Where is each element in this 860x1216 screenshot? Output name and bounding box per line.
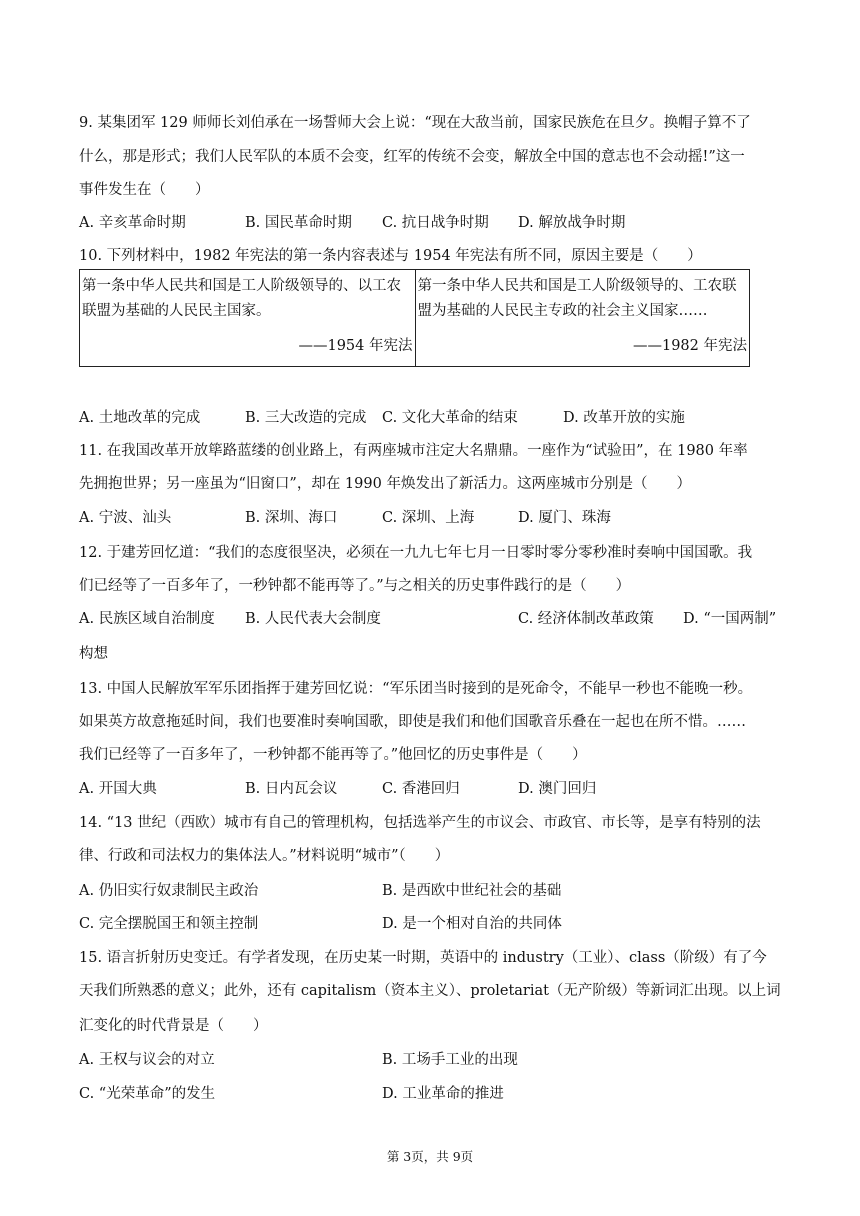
option-a: A. 开国大典 <box>79 781 157 797</box>
question-text: 10. 下列材料中，1982 年宪法的第一条内容表述与 1954 年宪法有所不同，原因主要是（ ） <box>79 248 702 264</box>
option-c: C. 经济体制改革政策 <box>518 611 654 627</box>
option-d: D. 是一个相对自治的共同体 <box>382 916 562 932</box>
cell-source: ——1982 年宪法 <box>632 338 747 354</box>
option-d: D. “一国两制” <box>683 611 777 627</box>
question-text: 先拥抱世界；另一座虽为“旧窗口”，却在 1990 年焕发出了新活力。这两座城市分别是（ ） <box>79 476 691 492</box>
cell-text: 盟为基础的人民民主专政的社会主义国家…… <box>417 303 708 319</box>
question-text: 汇变化的时代背景是（ ） <box>79 1018 268 1034</box>
option-c: C. 深圳、上海 <box>382 510 475 526</box>
option-a: A. 辛亥革命时期 <box>79 215 186 231</box>
cell-text: 第一条中华人民共和国是工人阶级领导的、工农联 <box>417 278 737 294</box>
page-footer: 第 3页，共 9页 <box>386 1149 474 1164</box>
question-text: 如果英方故意拖延时间，我们也要准时奏响国歌，即使是我们和他们国歌音乐叠在一起也在所不惜。…… <box>79 714 746 730</box>
question-text: 什么，那是形式；我们人民军队的本质不会变，红军的传统不会变，解放全中国的意志也不会动摇!”这一 <box>79 149 745 165</box>
cell-text: 联盟为基础的人民民主国家。 <box>82 303 271 319</box>
option-d: D. 改革开放的实施 <box>563 410 685 426</box>
option-d-wrap: 构想 <box>79 646 108 662</box>
option-b: B. 是西欧中世纪社会的基础 <box>382 883 562 899</box>
question-text: 15. 语言折射历史变迁。有学者发现，在历史某一时期，英语中的 industry（工业）、class（阶级）有了今 <box>79 950 767 966</box>
table-cell-1982 <box>415 270 750 366</box>
option-a: A. 民族区域自治制度 <box>79 611 215 627</box>
constitution-comparison-table <box>79 269 750 367</box>
option-a: A. 宁波、汕头 <box>79 510 172 526</box>
question-text: 律、行政和司法权力的集体法人。”材料说明“城市”（ ） <box>79 848 450 864</box>
question-text: 天我们所熟悉的意义；此外，还有 capitalism（资本主义）、proletariat（无产阶级）等新词汇出现。以上词 <box>79 983 781 999</box>
cell-text: 第一条中华人民共和国是工人阶级领导的、以工农 <box>82 278 401 294</box>
question-text: 14. “13 世纪（西欧）城市有自己的管理机构，包括选举产生的市议会、市政官、市长等，是享有特别的法 <box>79 815 761 831</box>
question-text: 13. 中国人民解放军军乐团指挥于建芳回忆说：“军乐团当时接到的是死命令，不能早一秒也不能晚一秒。 <box>79 681 753 697</box>
question-text: 9. 某集团军 129 师师长刘伯承在一场誓师大会上说：“现在大敌当前，国家民族危在旦夕。换帽子算不了 <box>79 115 751 131</box>
option-b: B. 人民代表大会制度 <box>245 611 381 627</box>
option-d: D. 澳门回归 <box>518 781 597 797</box>
table-cell-1954 <box>80 270 415 366</box>
option-b: B. 三大改造的完成 <box>245 410 367 426</box>
option-b: B. 国民革命时期 <box>245 215 352 231</box>
option-d: D. 解放战争时期 <box>518 215 626 231</box>
question-text: 11. 在我国改革开放筚路蓝缕的创业路上，有两座城市注定大名鼎鼎。一座作为“试验田”，在 1980 年率 <box>79 443 748 459</box>
question-text: 事件发生在（ ） <box>79 182 210 198</box>
option-c: C. 香港回归 <box>382 781 460 797</box>
question-text: 们已经等了一百多年了，一秒钟都不能再等了。”与之相关的历史事件践行的是（ ） <box>79 578 631 594</box>
question-text: 我们已经等了一百多年了，一秒钟都不能再等了。”他回忆的历史事件是（ ） <box>79 747 587 763</box>
option-a: A. 王权与议会的对立 <box>79 1052 215 1068</box>
option-c: C. 完全摆脱国王和领主控制 <box>79 916 259 932</box>
option-a: A. 仍旧实行奴隶制民主政治 <box>79 883 259 899</box>
option-b: B. 工场手工业的出现 <box>382 1052 518 1068</box>
option-c: C. “光荣革命”的发生 <box>79 1086 216 1102</box>
option-b: B. 深圳、海口 <box>245 510 338 526</box>
option-d: D. 工业革命的推进 <box>382 1086 504 1102</box>
option-d: D. 厦门、珠海 <box>518 510 611 526</box>
question-text: 12. 于建芳回忆道：“我们的态度很坚决，必须在一九九七年七月一日零时零分零秒准时奏响中国国歌。我 <box>79 545 753 561</box>
option-c: C. 文化大革命的结束 <box>382 410 518 426</box>
option-a: A. 土地改革的完成 <box>79 410 201 426</box>
option-b: B. 日内瓦会议 <box>245 781 338 797</box>
option-c: C. 抗日战争时期 <box>382 215 489 231</box>
cell-source: ——1954 年宪法 <box>298 338 413 354</box>
